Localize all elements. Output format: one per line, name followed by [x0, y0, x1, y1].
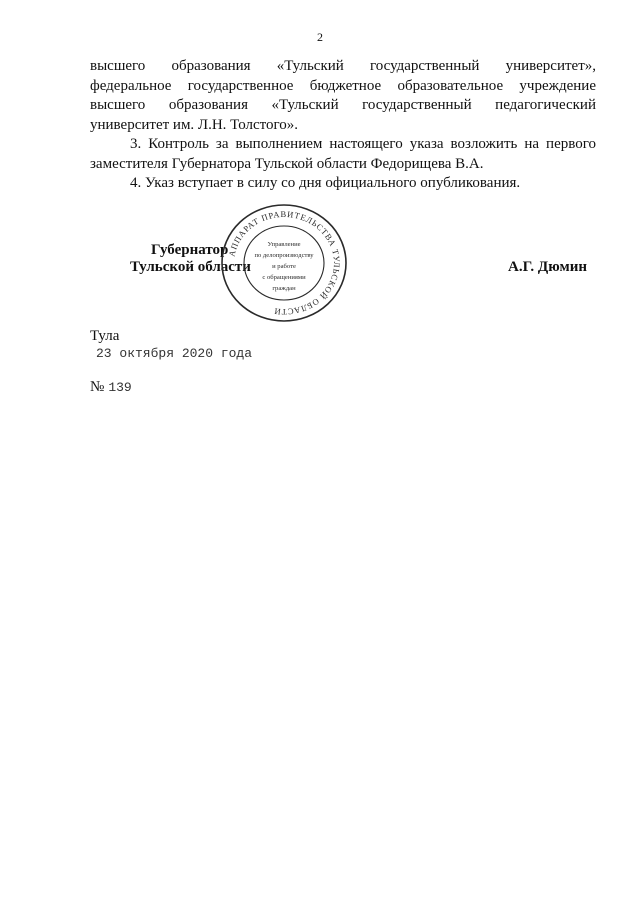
signature-name: А.Г. Дюмин — [508, 259, 588, 275]
paragraph-line: высшего образования «Тульский государственный университет», — [90, 58, 596, 74]
paragraph-line: высшего образования «Тульский государственный педагогический — [90, 97, 596, 113]
stamp-center-line: Управление — [267, 241, 301, 248]
document-body — [90, 57, 596, 194]
paragraph-line: университет им. Л.Н. Толстого». — [90, 116, 299, 133]
official-stamp — [219, 202, 349, 324]
number-sign: № — [90, 379, 105, 395]
stamp-center-line: с обращениями — [262, 274, 306, 281]
stamp-center-line: по делопроизводству — [254, 252, 314, 259]
item-4: 4. Указ вступает в силу со дня официального опубликования. — [130, 175, 521, 191]
stamp-center-line: и работе — [272, 263, 296, 270]
document-number-row — [90, 378, 132, 397]
place-of-signing: Тула — [90, 328, 120, 344]
page-number: 2 — [317, 30, 323, 44]
stamp-center-line: граждан — [272, 285, 296, 292]
item-3-line: 3. Контроль за выполнением настоящего указа возложить на первого — [130, 136, 596, 152]
document-date: 23 октября 2020 года — [96, 346, 253, 361]
stamp-ring-text: АППАРАТ ПРАВИТЕЛЬСТВА ТУЛЬСКОЙ ОБЛАСТИ — [226, 208, 343, 318]
document-number: 139 — [108, 380, 132, 395]
item-3-line: заместителя Губернатора Тульской области Федорищева В.А. — [90, 155, 484, 172]
signature-title-line2: Тульской области — [130, 259, 251, 275]
signature-title-line1: Губернатор — [151, 242, 229, 258]
paragraph-line: федеральное государственное бюджетное образовательное учреждение — [90, 77, 596, 94]
